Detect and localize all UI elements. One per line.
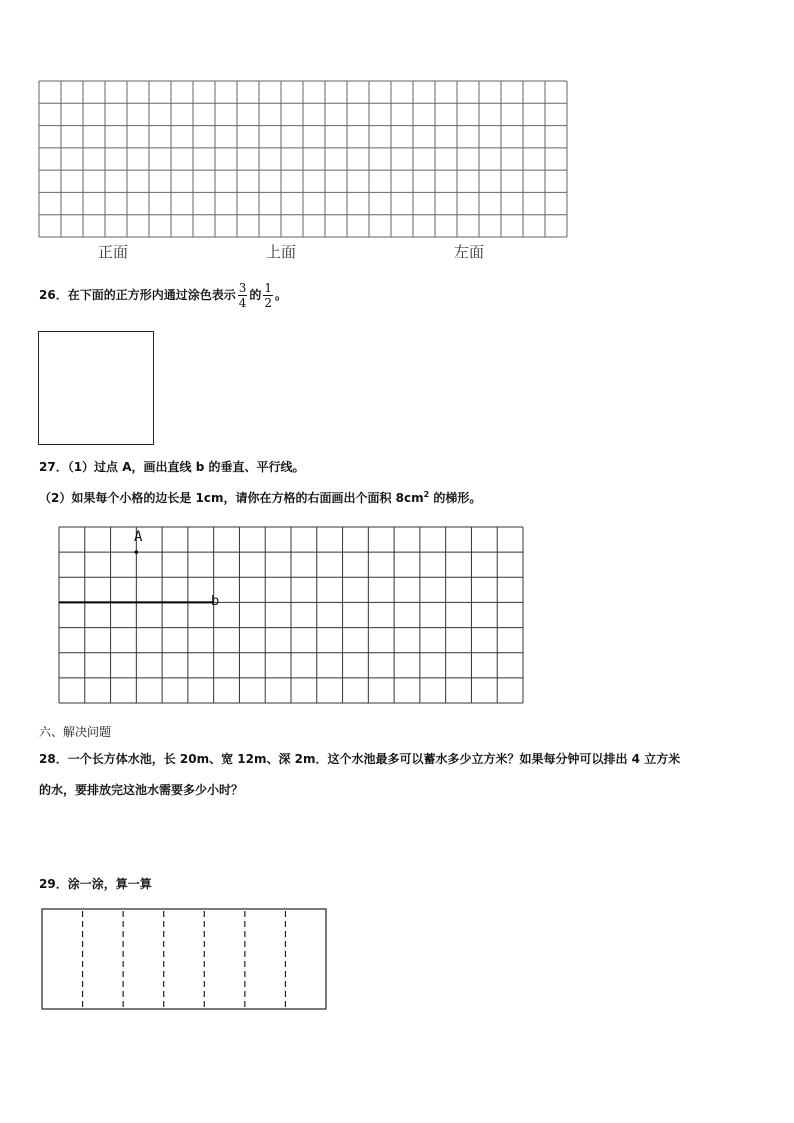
three-view-grid: [38, 80, 568, 238]
point-a: [135, 550, 139, 554]
q26-middle: 的: [249, 288, 262, 302]
q27-part2: [39, 489, 481, 506]
q29-title: 29．涂一涂，算一算: [39, 877, 152, 891]
q29-outline: [42, 909, 326, 1009]
section-6-title: 六、解决问题: [39, 725, 112, 739]
frac1-numerator: 3: [238, 281, 247, 295]
q27-part1: 27．（1）过点 A，画出直线 b 的垂直、平行线。: [39, 460, 305, 474]
q26-suffix: 。: [275, 288, 288, 302]
q28-line2: 的水，要排放完这池水需要多少小时？: [39, 783, 244, 797]
left-view-label: 左面: [454, 243, 485, 261]
fraction-one-half: [263, 281, 273, 310]
q27-part2-text: （2）如果每个小格的边长是 1cm，请你在方格的右面画出个面积 8cm: [39, 491, 424, 505]
q26-square[interactable]: [38, 331, 154, 445]
q26-prefix: 26．在下面的正方形内通过涂色表示: [39, 288, 236, 302]
q27-part2-end: 的梯形。: [429, 491, 482, 505]
point-a-label: A: [134, 529, 143, 545]
line-b-label: b: [211, 594, 220, 609]
front-view-label: 正面: [98, 243, 129, 261]
frac2-denominator: 2: [264, 296, 272, 310]
q27-grid[interactable]: [58, 526, 524, 704]
top-view-label: 上面: [266, 243, 297, 261]
frac2-numerator: 1: [264, 281, 272, 295]
fraction-three-quarters: [238, 281, 248, 310]
question-26: [39, 280, 287, 310]
q28-line1: 28．一个长方体水池，长 20m、宽 12m、深 2m．这个水池最多可以蓄水多少立方米？如果每分钟可以排出 4 立方米: [39, 752, 681, 766]
q27-part2-sup: 2: [423, 490, 430, 499]
frac1-denominator: 4: [238, 296, 247, 310]
q29-rectangle[interactable]: [41, 908, 327, 1010]
